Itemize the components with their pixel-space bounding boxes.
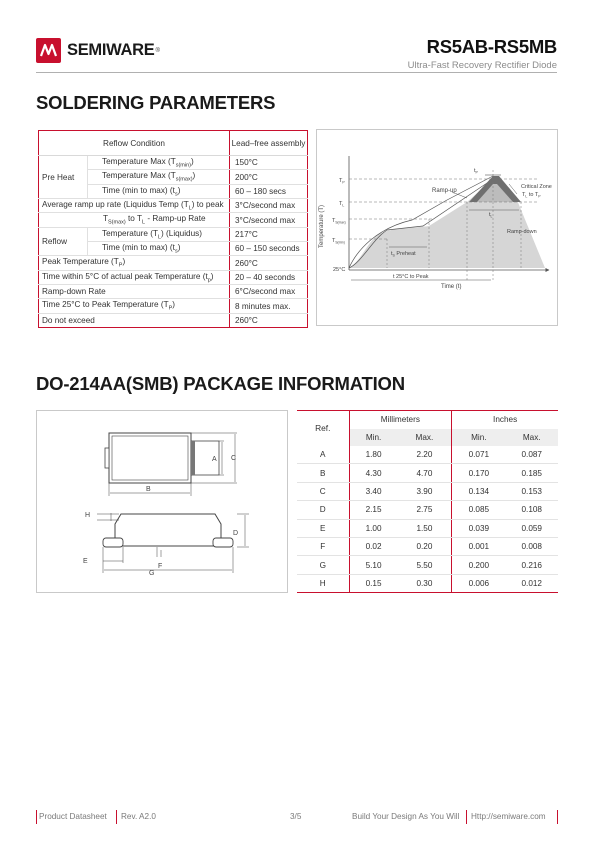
package-outline-drawing <box>36 410 288 593</box>
mm-min-cell: 5.10 <box>349 556 398 574</box>
footer-bar <box>557 810 558 824</box>
dim-g-label: G <box>149 570 155 577</box>
in-min-cell: 0.001 <box>452 537 506 555</box>
in-min-cell: 0.071 <box>452 446 506 464</box>
ref-cell: G <box>297 556 349 574</box>
dim-d-label: D <box>233 530 239 537</box>
in-min-cell: 0.085 <box>452 501 506 519</box>
tsmin-label: $T_{S(min)}$ <box>332 238 345 245</box>
table-row <box>39 156 308 170</box>
table-row <box>39 299 308 313</box>
footer-slogan: Build Your Design As You Will <box>352 812 460 821</box>
footer-page-number: 3/5 <box>290 812 302 821</box>
table-row <box>39 213 308 227</box>
dim-f-label: F <box>158 563 163 570</box>
in-min-cell: 0.200 <box>452 556 506 574</box>
row-label: Temperature $(T_L)$ (Liquidus) <box>88 227 230 241</box>
mm-min-header: Min. <box>349 429 398 446</box>
footer-bar <box>36 810 37 824</box>
dim-c-label: C <box>231 455 237 462</box>
soldering-table <box>38 130 308 328</box>
row-label: Ramp-down Rate <box>39 285 230 299</box>
ref-cell: F <box>297 537 349 555</box>
in-max-cell: 0.012 <box>505 574 558 592</box>
reflow-group-label: Reflow <box>39 227 88 256</box>
row-value: 60 – 180 secs <box>230 184 308 198</box>
tsmax-label: $T_{S(max)}$ <box>332 218 346 225</box>
ref-cell: D <box>297 501 349 519</box>
critical-zone-label: Critical Zone <box>521 184 552 190</box>
mm-max-cell: 4.70 <box>398 464 452 482</box>
in-min-cell: 0.006 <box>452 574 506 592</box>
in-max-cell: 0.087 <box>505 446 558 464</box>
in-min-cell: 0.134 <box>452 482 506 500</box>
tp-time-label: $t_P$ <box>474 168 478 175</box>
row-label: $T_{S(max)}$ to $T_L$ - Ramp-up Rate <box>39 213 230 227</box>
mm-max-cell: 1.50 <box>398 519 452 537</box>
row-label: Temperature Max $(T_{s(min)})$ <box>88 156 230 170</box>
mm-max-cell: 5.50 <box>398 556 452 574</box>
row-value: 3°C/second max <box>230 213 308 227</box>
in-min-cell: 0.170 <box>452 464 506 482</box>
mm-max-cell: 3.90 <box>398 482 452 500</box>
registered-mark: ® <box>155 47 160 54</box>
dimension-table <box>297 410 558 593</box>
row-value: 8 minutes max. <box>230 299 308 313</box>
footer-bar <box>116 810 117 824</box>
mm-min-cell: 1.80 <box>349 446 398 464</box>
footer-bar <box>466 810 467 824</box>
row-value: 200°C <box>230 170 308 184</box>
row-label: Time (min to max) $(t_s)$ <box>88 184 230 198</box>
preheat-group-label: Pre Heat <box>39 156 88 199</box>
table-row <box>297 556 558 574</box>
dim-h-label: H <box>85 512 91 519</box>
t25-label: 25°C <box>333 267 346 273</box>
in-max-cell: 0.008 <box>505 537 558 555</box>
mm-max-cell: 0.20 <box>398 537 452 555</box>
row-value: 6°C/second max <box>230 285 308 299</box>
row-label: Do not exceed <box>39 313 230 327</box>
table-row <box>39 313 308 327</box>
x-axis-label: Time (t) <box>441 284 462 290</box>
reflow-profile-diagram <box>316 129 558 326</box>
table-row <box>297 446 558 464</box>
preheat-label: $t_S$ Preheat <box>391 251 416 258</box>
ref-cell: C <box>297 482 349 500</box>
table-row <box>297 501 558 519</box>
tl-time-label: $t_L$ <box>489 212 493 219</box>
row-value: 60 – 150 seconds <box>230 242 308 256</box>
table-row <box>297 464 558 482</box>
mm-max-cell: 0.30 <box>398 574 452 592</box>
document-title: RS5AB-RS5MB <box>426 36 557 57</box>
dim-e-label: E <box>83 558 88 565</box>
table-row <box>39 199 308 213</box>
footer-doc-type: Product Datasheet <box>39 812 107 821</box>
mm-min-cell: 4.30 <box>349 464 398 482</box>
row-label: Peak Temperature $(T_P)$ <box>39 256 230 270</box>
package-side-body <box>115 514 221 546</box>
row-value: 217°C <box>230 227 308 241</box>
ref-header: Ref. <box>297 411 349 446</box>
row-label: Average ramp up rate (Liquidus Temp $(T_L)$ to peak <box>39 199 230 213</box>
rampup-label: Ramp-up <box>432 188 457 194</box>
table-row <box>297 482 558 500</box>
tl-label: $T_L$ <box>339 201 345 208</box>
millimeters-header: Millimeters <box>349 411 452 429</box>
rampdown-label: Ramp-down <box>507 229 537 235</box>
row-value: 260°C <box>230 256 308 270</box>
reflow-profile-svg <box>317 130 557 325</box>
ref-cell: A <box>297 446 349 464</box>
package-top-body <box>109 433 191 483</box>
in-max-header: Max. <box>505 429 558 446</box>
footer-url[interactable]: Http://semiware.com <box>471 812 546 821</box>
brand-name: SEMIWARE <box>67 41 155 59</box>
in-max-cell: 0.153 <box>505 482 558 500</box>
ref-cell: E <box>297 519 349 537</box>
package-section-title: DO-214AA(SMB) PACKAGE INFORMATION <box>36 373 405 394</box>
soldering-section-title: SOLDERING PARAMETERS <box>36 92 276 113</box>
row-label: Time (min to max) $(t_s)$ <box>88 242 230 256</box>
mm-min-cell: 2.15 <box>349 501 398 519</box>
t25-peak-label: t 25°C to Peak <box>393 274 429 280</box>
ref-cell: B <box>297 464 349 482</box>
side-lead-right <box>213 538 233 547</box>
brand-logo <box>36 38 160 63</box>
row-label: Temperature Max $(T_{s(max)})$ <box>88 170 230 184</box>
row-value: 260°C <box>230 313 308 327</box>
row-value: 20 – 40 seconds <box>230 270 308 284</box>
table-row <box>297 537 558 555</box>
inches-header: Inches <box>452 411 558 429</box>
package-outline-svg <box>37 411 287 592</box>
y-axis-label: Temperature (T) <box>319 204 325 248</box>
in-min-cell: 0.039 <box>452 519 506 537</box>
mm-max-header: Max. <box>398 429 452 446</box>
side-lead-left <box>103 538 123 547</box>
mm-min-cell: 0.02 <box>349 537 398 555</box>
ref-cell: H <box>297 574 349 592</box>
in-max-cell: 0.059 <box>505 519 558 537</box>
row-value: 150°C <box>230 156 308 170</box>
table-row <box>297 519 558 537</box>
row-value: 3°C/second max <box>230 199 308 213</box>
table-row <box>39 227 308 241</box>
dim-a-label: A <box>212 456 217 463</box>
mm-min-cell: 0.15 <box>349 574 398 592</box>
table-row <box>39 256 308 270</box>
dimension-table-group-header <box>297 411 558 429</box>
footer-revision: Rev. A2.0 <box>121 812 156 821</box>
table-row <box>39 270 308 284</box>
mm-min-cell: 3.40 <box>349 482 398 500</box>
in-max-cell: 0.185 <box>505 464 558 482</box>
row-label: Time 25°C to Peak Temperature $(T_P)$ <box>39 299 230 313</box>
critical-zone-range: $T_L$ to $T_P$ <box>522 192 541 199</box>
dim-b-label: B <box>146 486 151 493</box>
soldering-table-header <box>39 131 308 156</box>
header-divider <box>36 72 557 73</box>
lead-free-header: Lead–free assembly <box>230 131 308 156</box>
in-max-cell: 0.108 <box>505 501 558 519</box>
in-max-cell: 0.216 <box>505 556 558 574</box>
mm-max-cell: 2.20 <box>398 446 452 464</box>
brand-mark-icon <box>36 38 61 63</box>
table-row <box>39 285 308 299</box>
document-subtitle: Ultra-Fast Recovery Rectifier Diode <box>407 60 557 71</box>
mm-max-cell: 2.75 <box>398 501 452 519</box>
in-min-header: Min. <box>452 429 506 446</box>
reflow-condition-header: Reflow Condition <box>39 131 230 156</box>
row-label: Time within 5°C of actual peak Temperature $(t_p)$ <box>39 270 230 284</box>
lead-left <box>105 448 109 468</box>
mm-min-cell: 1.00 <box>349 519 398 537</box>
cathode-band <box>191 441 195 475</box>
tp-label: $T_P$ <box>339 178 345 185</box>
table-row <box>297 574 558 592</box>
